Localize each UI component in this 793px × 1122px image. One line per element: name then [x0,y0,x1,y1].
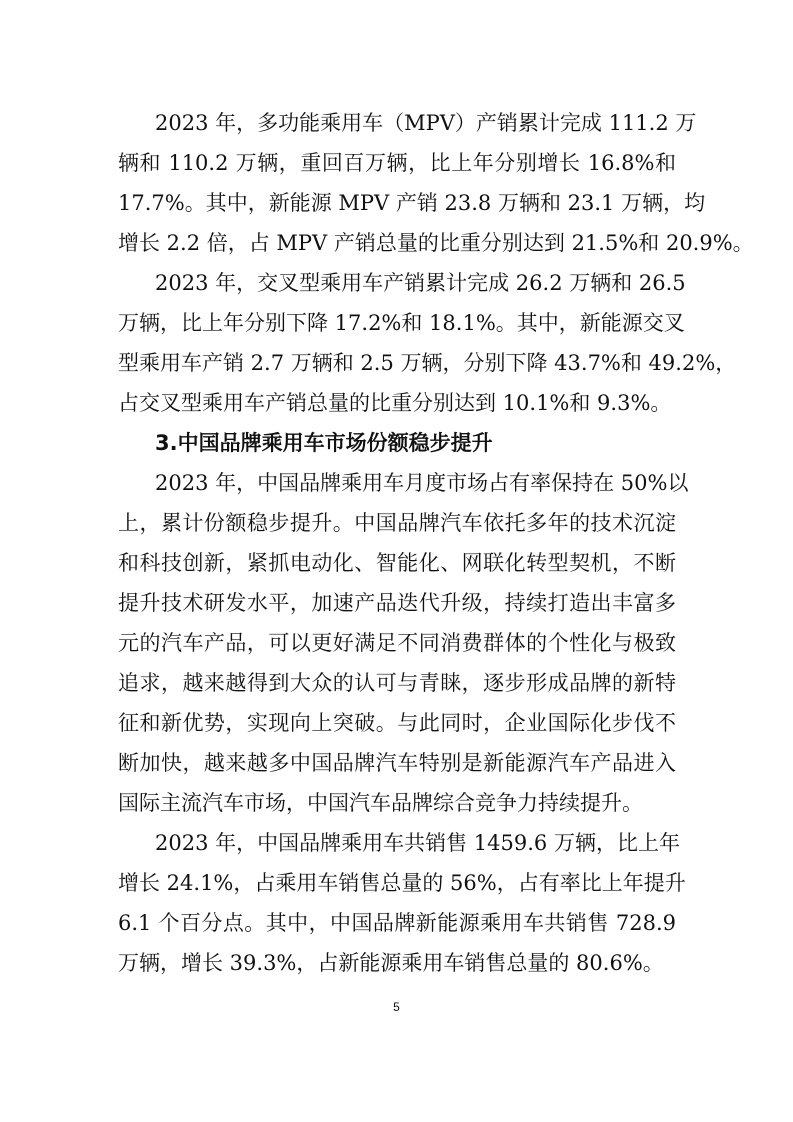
paragraph-line: 上，累计份额稳步提升。中国品牌汽车依托多年的技术沉淀 [118,511,676,535]
paragraph-line: 占交叉型乘用车产销总量的比重分别达到 10.1%和 9.3%。 [118,391,672,415]
section-heading: 3.中国品牌乘用车市场份额稳步提升 [155,431,493,455]
paragraph-line: 国际主流汽车市场，中国汽车品牌综合竞争力持续提升。 [118,791,643,815]
paragraph-line: 提升技术研发水平，加速产品迭代升级，持续打造出丰富多 [118,591,676,615]
paragraph-line: 万辆，增长 39.3%，占新能源乘用车销售总量的 80.6%。 [118,951,664,975]
document-body [118,103,754,983]
paragraph-line: 万辆，比上年分别下降 17.2%和 18.1%。其中，新能源交叉 [118,311,685,335]
paragraph-line: 断加快，越来越多中国品牌汽车特别是新能源汽车产品进入 [118,751,676,775]
paragraph-line: 元的汽车产品，可以更好满足不同消费群体的个性化与极致 [118,631,676,655]
paragraph-line: 征和新优势，实现向上突破。与此同时，企业国际化步伐不 [118,711,676,735]
paragraph-line: 2023 年，中国品牌乘用车共销售 1459.6 万辆，比上年 [155,831,680,855]
paragraph-line: 2023 年，中国品牌乘用车月度市场占有率保持在 50%以 [155,471,689,495]
paragraph-line: 和科技创新，紧抓电动化、智能化、网联化转型契机，不断 [118,551,676,575]
paragraph-line: 增长 24.1%，占乘用车销售总量的 56%，占有率比上年提升 [118,871,686,895]
paragraph-line: 17.7%。其中，新能源 MPV 产销 23.8 万辆和 23.1 万辆，均 [118,191,706,215]
paragraph-line: 增长 2.2 倍，占 MPV 产销总量的比重分别达到 21.5%和 20.9%。 [118,231,754,255]
page-number: 5 [393,1000,400,1014]
paragraph-line: 追求，越来越得到大众的认可与青睐，逐步形成品牌的新特 [118,671,676,695]
paragraph-line: 2023 年，多功能乘用车（MPV）产销累计完成 111.2 万 [155,111,697,135]
paragraph-line: 型乘用车产销 2.7 万辆和 2.5 万辆，分别下降 43.7%和 49.2%， [118,351,737,375]
paragraph-line: 2023 年，交叉型乘用车产销累计完成 26.2 万辆和 26.5 [155,271,686,295]
paragraph-line: 6.1 个百分点。其中，中国品牌新能源乘用车共销售 728.9 [118,911,676,935]
paragraph-line: 辆和 110.2 万辆，重回百万辆，比上年分别增长 16.8%和 [118,151,676,175]
